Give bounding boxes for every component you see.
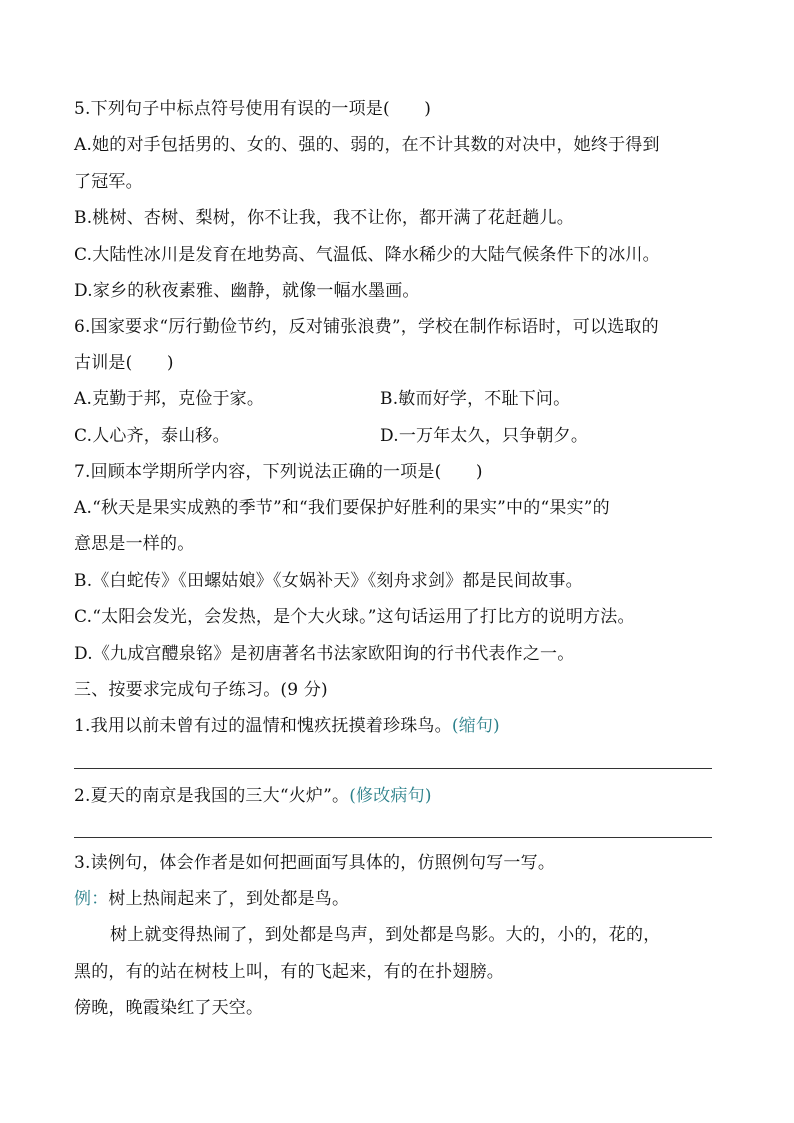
section3-item2-text: 2.夏天的南京是我国的三大“火炉”。 [74, 786, 350, 806]
q7-option-c: C.“太阳会发光，会发热，是个大火球。”这句话运用了打比方的说明方法。 [74, 607, 635, 627]
example-text: 树上热闹起来了，到处都是鸟。 [108, 889, 350, 909]
q6-option-c: C.人心齐，泰山移。 [74, 426, 230, 446]
section3-item1-hint: (缩句) [451, 716, 500, 736]
q6-option-a: A.克勤于邦，克俭于家。 [74, 389, 265, 409]
section3-item3: 3.读例句，体会作者是如何把画面写具体的，仿照例句写一写。 [74, 853, 556, 873]
q6-option-b: B.敏而好学，不耻下问。 [380, 389, 571, 409]
q5-option-d: D.家乡的秋夜素雅、幽静，就像一幅水墨画。 [74, 281, 420, 301]
section3-item2 [74, 784, 724, 808]
q5-option-c: C.大陆性冰川是发育在地势高、气温低、降水稀少的大陆气候条件下的冰川。 [74, 245, 660, 265]
q5-option-b: B.桃树、杏树、梨树，你不让我，我不让你，都开满了花赶趟儿。 [74, 208, 574, 228]
example-expanded-line1: 树上就变得热闹了，到处都是鸟声，到处都是鸟影。大的，小的，花的， [110, 925, 661, 945]
q6-stem-line2: 古训是( ) [74, 353, 174, 373]
section3-heading: 三、按要求完成句子练习。(9 分) [74, 680, 328, 700]
q5-option-a-line1: A.她的对手包括男的、女的、强的、弱的，在不计其数的对决中，她终于得到 [74, 135, 660, 155]
q6-option-d: D.一万年太久，只争朝夕。 [380, 426, 589, 446]
q6-stem-line1: 6.国家要求“厉行勤俭节约，反对铺张浪费”，学校在制作标语时，可以选取的 [74, 317, 659, 337]
q7-option-d: D.《九成宫醴泉铭》是初唐著名书法家欧阳询的行书代表作之一。 [74, 644, 575, 664]
answer-line-2[interactable] [74, 837, 712, 838]
q7-stem: 7.回顾本学期所学内容，下列说法正确的一项是( ) [74, 462, 483, 482]
practice-sentence: 傍晚，晚霞染红了天空。 [74, 998, 264, 1018]
q7-option-a-line1: A.“秋天是果实成熟的季节”和“我们要保护好胜利的果实”中的“果实”的 [74, 498, 610, 518]
q5-option-a-line2: 了冠军。 [74, 172, 143, 192]
answer-line-1[interactable] [74, 768, 712, 769]
section3-item1-text: 1.我用以前未曾有过的温情和愧疚抚摸着珍珠鸟。 [74, 716, 452, 736]
q5-stem: 5.下列句子中标点符号使用有误的一项是( ) [74, 99, 432, 119]
section3-item1 [74, 714, 724, 738]
example-expanded-line2: 黑的，有的站在树枝上叫，有的飞起来，有的在扑翅膀。 [74, 962, 504, 982]
section3-item2-hint: (修改病句) [349, 786, 432, 806]
q7-option-b: B.《白蛇传》《田螺姑娘》《女娲补天》《刻舟求剑》都是民间故事。 [74, 571, 583, 591]
example-sentence [74, 887, 724, 911]
q7-option-a-line2: 意思是一样的。 [74, 534, 195, 554]
example-label: 例： [74, 889, 109, 909]
